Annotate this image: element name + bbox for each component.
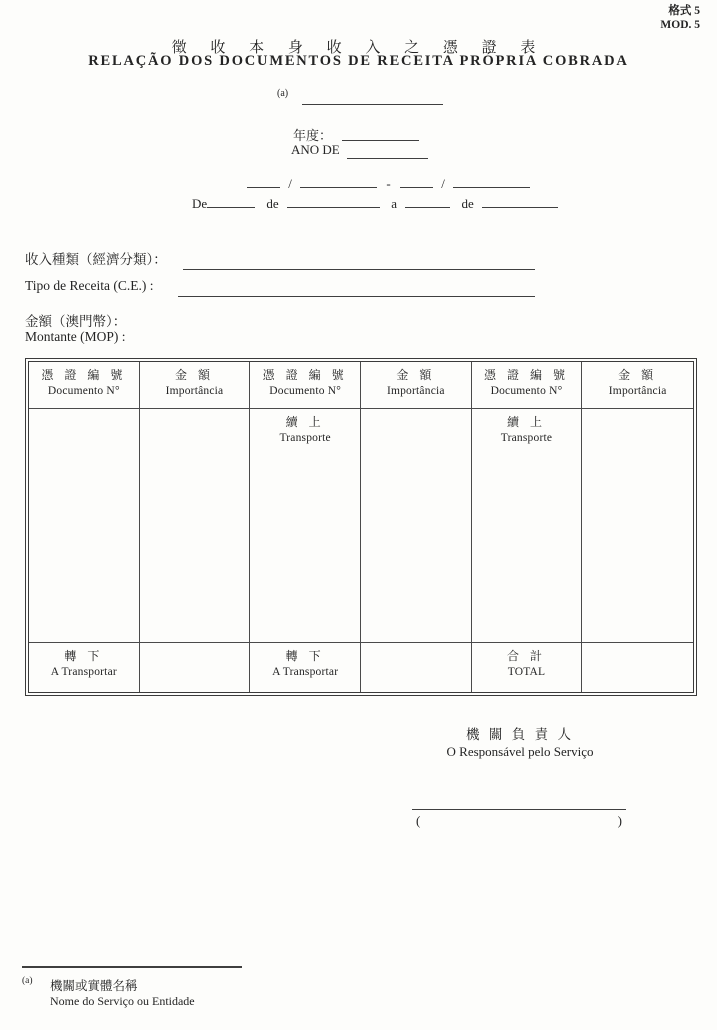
carry-forward-label-pt: A Transportar: [50, 666, 117, 678]
date-word-de2: de: [266, 196, 279, 211]
header-cell-document-no: [29, 362, 140, 409]
entries-cell: [140, 409, 251, 642]
carry-forward-label-pt: A Transportar: [272, 666, 339, 678]
open-paren: (: [416, 813, 421, 828]
year-label-zh: 年度：: [293, 128, 333, 143]
col-header-pt: Documento N°: [47, 385, 120, 397]
header-cell-document-no: [472, 362, 583, 409]
period-month-from-line: [247, 176, 280, 188]
year-label-pt: ANO DE: [291, 142, 340, 157]
amount-label-zh: 金額（澳門幣）：: [25, 314, 127, 329]
period-separator-1: /: [288, 176, 292, 191]
form-code-block: [660, 4, 700, 32]
receipt-type-label-zh: 收入種類（經濟分類）：: [25, 252, 167, 267]
footnote-ref: (a): [22, 976, 33, 986]
col-header-zh: 憑 證 編 號: [483, 368, 569, 382]
col-header-pt: Documento N°: [490, 385, 563, 397]
entries-cell: [29, 409, 140, 642]
day-to-line: [405, 196, 450, 208]
carry-forward-label-zh: 轉 下: [64, 649, 104, 663]
form-code-zh: 格式 5: [668, 5, 700, 17]
col-header-pt: Importância: [386, 385, 445, 397]
carry-forward-label-zh: 轉 下: [285, 649, 325, 663]
header-cell-amount: [361, 362, 472, 409]
col-header-zh: 憑 證 編 號: [262, 368, 348, 382]
date-word-de3: de: [461, 196, 474, 211]
grand-total-cell: [472, 642, 583, 692]
carry-forward-cell: [29, 642, 140, 692]
receipt-type-label-pt: Tipo de Receita (C.E.) :: [25, 278, 154, 293]
month-from-line: [287, 196, 380, 208]
carry-forward-amount-cell: [361, 642, 472, 692]
signature-block: [405, 726, 635, 760]
amount-label-pt: Montante (MOP) :: [25, 329, 126, 344]
header-cell-amount: [140, 362, 251, 409]
period-year-from-line: [300, 176, 377, 188]
entity-note-ref: (a): [277, 88, 289, 99]
col-header-zh: 金 額: [618, 368, 658, 382]
close-paren: ): [617, 813, 622, 828]
year-field-line-zh: [342, 140, 419, 141]
total-label-zh: 合 計: [506, 649, 546, 663]
date-range-row: [192, 196, 558, 212]
carry-forward-amount-cell: [140, 642, 251, 692]
month-to-line: [482, 196, 558, 208]
col-header-pt: Importância: [165, 385, 224, 397]
form-title-zh: 徵 收 本 身 收 入 之 憑 證 表: [171, 40, 546, 56]
period-dash: -: [386, 176, 391, 191]
entries-cell-carry-over: [250, 409, 361, 642]
carry-over-label-pt: Transporte: [279, 432, 331, 444]
documents-table: [25, 358, 697, 696]
footnote-text-pt: Nome do Serviço ou Entidade: [50, 994, 195, 1008]
signature-name-parens: [416, 813, 622, 829]
signatory-title-zh: 機 關 負 責 人: [466, 727, 574, 742]
carry-over-label-pt: Transporte: [500, 432, 553, 444]
entries-cell: [361, 409, 472, 642]
period-year-to-line: [453, 176, 530, 188]
receipt-type-line-zh: [183, 269, 535, 270]
signature-line: [412, 809, 626, 810]
year-field-line-pt: [347, 158, 428, 159]
receipt-type-line-pt: [178, 296, 535, 297]
day-from-line: [207, 196, 255, 208]
form-title-pt: RELAÇÃO DOS DOCUMENTOS DE RECEITA PRÓPRIA COBRADA: [88, 53, 629, 69]
entries-cell: [582, 409, 693, 642]
col-header-pt: Documento N°: [269, 385, 342, 397]
period-separator-2: /: [441, 176, 445, 191]
date-word-a: a: [391, 196, 397, 211]
form-code-pt: MOD. 5: [660, 19, 700, 31]
date-word-de1: De: [192, 196, 208, 211]
col-header-zh: 憑 證 編 號: [41, 368, 127, 382]
carry-over-label-zh: 續 上: [506, 415, 546, 429]
col-header-zh: 金 額: [174, 368, 214, 382]
period-month-to-line: [400, 176, 433, 188]
footnote-rule: [22, 966, 242, 968]
total-label-pt: TOTAL: [507, 666, 546, 678]
col-header-pt: Importância: [608, 385, 667, 397]
header-cell-amount: [582, 362, 693, 409]
entries-cell-carry-over: [472, 409, 583, 642]
footnote-text-zh: 機關或實體名稱: [50, 979, 138, 993]
carry-over-label-zh: 續 上: [285, 415, 325, 429]
entity-name-line: [302, 104, 443, 105]
total-amount-cell: [582, 642, 693, 692]
header-cell-document-no: [250, 362, 361, 409]
signatory-title-pt: O Responsável pelo Serviço: [446, 744, 594, 759]
carry-forward-cell: [250, 642, 361, 692]
col-header-zh: 金 額: [396, 368, 436, 382]
period-row: [247, 176, 530, 192]
